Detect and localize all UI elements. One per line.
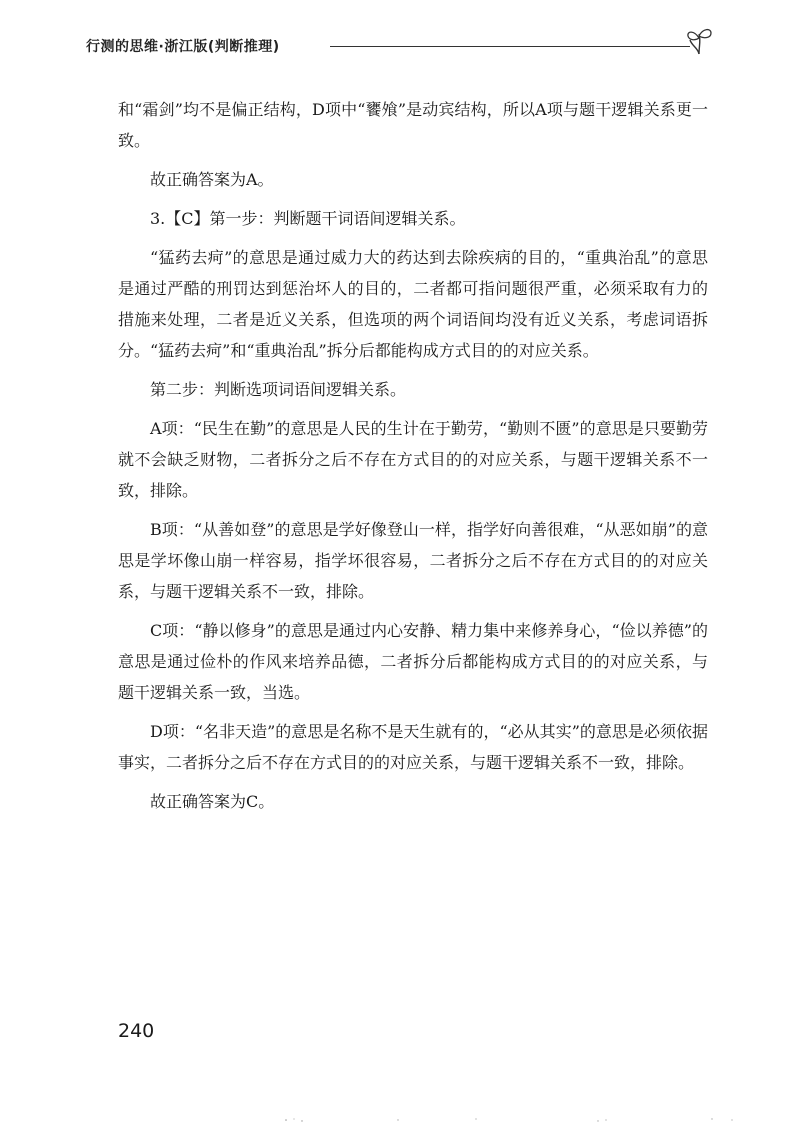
sprout-icon bbox=[684, 24, 714, 56]
question-3-step-1: 3.【C】第一步：判断题干词语间逻辑关系。 bbox=[150, 209, 466, 228]
option-b-analysis: B项：“从善如登”的意思是学好像登山一样，指学好向善很难，“从恶如崩”的意思是学坏像山崩一样容易，指学坏很容易，二者拆分之后不存在方式目的的对应关系，与题干逻辑关系不一致，排除。 bbox=[118, 520, 708, 601]
answer-line: 故正确答案为A。 bbox=[150, 170, 274, 189]
option-c-analysis: C项：“静以修身”的意思是通过内心安静、精力集中来修养身心，“俭以养德”的意思是通过俭朴的作风来培养品德，二者拆分后都能构成方式目的的对应关系，与题干逻辑关系一致，当选。 bbox=[118, 621, 708, 702]
running-header bbox=[86, 30, 726, 60]
page-body bbox=[118, 94, 708, 825]
scan-noise bbox=[280, 1116, 740, 1124]
running-header-title: 行测的思维·浙江版(判断推理) bbox=[86, 39, 280, 55]
step-2-heading: 第二步：判断选项词语间逻辑关系。 bbox=[150, 380, 407, 399]
paragraph-continued: 和“霜剑”均不是偏正结构，D项中“饔飧”是动宾结构，所以A项与题干逻辑关系更一致。 bbox=[118, 100, 708, 150]
answer-line: 故正确答案为C。 bbox=[150, 792, 275, 811]
option-a-analysis: A项：“民生在勤”的意思是人民的生计在于勤劳，“勤则不匮”的意思是只要勤劳就不会缺乏财物，二者拆分之后不存在方式目的的对应关系，与题干逻辑关系不一致，排除。 bbox=[118, 419, 708, 500]
header-rule bbox=[330, 46, 690, 47]
option-d-analysis: D项：“名非天造”的意思是名称不是天生就有的，“必从其实”的意思是必须依据事实，二者拆分之后不存在方式目的的对应关系，与题干逻辑关系不一致，排除。 bbox=[118, 722, 708, 772]
stem-analysis: “猛药去疴”的意思是通过威力大的药达到去除疾病的目的，“重典治乱”的意思是通过严酷的刑罚达到惩治坏人的目的，二者都可指问题很严重，必须采取有力的措施来处理，二者是近义关系，但选项的两个词语间均没有近义关系，考虑词语拆分。“猛药去疴”和“重典治乱”拆分后都能构成方式目的的对应关系。 bbox=[118, 248, 708, 360]
page-number: 240 bbox=[118, 1020, 155, 1042]
